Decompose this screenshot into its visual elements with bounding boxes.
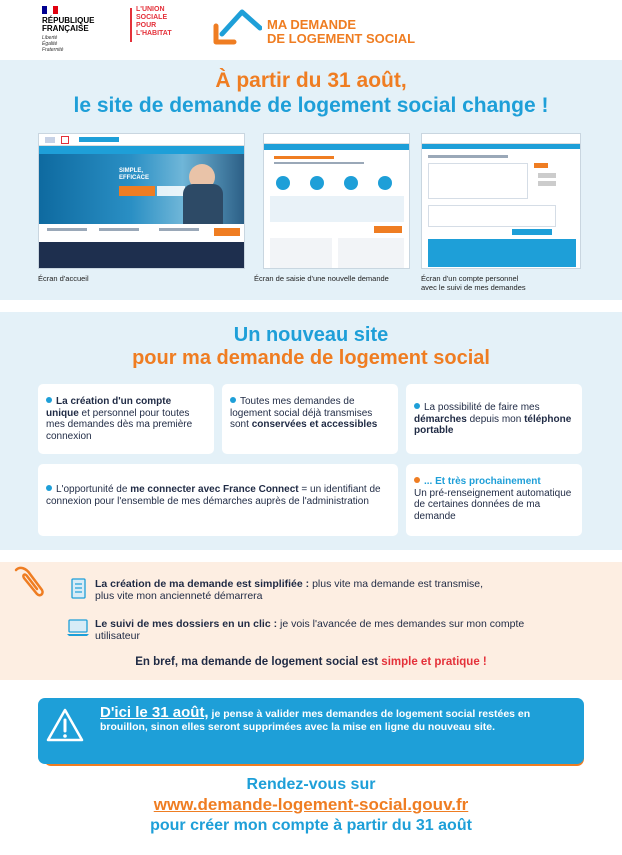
ush-bar — [130, 8, 132, 42]
flag-icon — [42, 6, 58, 14]
site-logo-title: MA DEMANDE DE LOGEMENT SOCIAL — [267, 17, 416, 46]
features-section — [0, 312, 622, 550]
benefits-section — [0, 562, 622, 680]
ush-logo — [128, 4, 176, 46]
feature-card-1: La création d'un compte unique et personnel pour toutes mes demandes dès ma première connexion — [38, 384, 214, 454]
bullet-icon — [46, 485, 52, 491]
rf-line1: RÉPUBLIQUE — [42, 16, 95, 25]
header — [0, 0, 622, 58]
footer — [0, 775, 622, 836]
bullet-icon — [46, 397, 52, 403]
bullet-icon — [414, 403, 420, 409]
screenshot-home — [38, 133, 245, 269]
screenshot-new-request — [263, 133, 410, 269]
summary-line: En bref, ma demande de logement social est simple et pratique ! — [135, 656, 487, 668]
laptop-icon — [66, 618, 90, 638]
caption-home: Écran d'accueil — [38, 274, 89, 283]
benefit-2: Le suivi de mes dossiers en un clic : je vois l'avancée de mes demandes sur mon compte utilisateur — [95, 618, 525, 642]
alert-text: D'ici le 31 août, je pense à valider mes demandes de logement social restées en brouillon, sinon elles seront supprimées avec la mise en ligne du nouveau site. — [100, 704, 531, 733]
paperclip-icon — [10, 564, 50, 598]
feature-card-3: La possibilité de faire mes démarches depuis mon téléphone portable — [406, 384, 582, 454]
bullet-icon — [230, 397, 236, 403]
feature-card-5: ... Et très prochainement Un pré-renseignement automatique de certaines données de ma demande — [406, 464, 582, 536]
screenshot-account — [421, 133, 581, 269]
caption-new-request: Écran de saisie d'une nouvelle demande — [254, 274, 389, 283]
rf-line2: FRANÇAISE — [42, 24, 89, 33]
alert-box — [38, 698, 584, 764]
republique-francaise-logo — [42, 6, 102, 53]
feature-card-2: Toutes mes demandes de logement social déjà transmises sont conservées et accessibles — [222, 384, 398, 454]
house-logo-icon — [212, 4, 262, 46]
features-title: Un nouveau site pour ma demande de logement social — [132, 324, 490, 369]
rf-motto: Liberté Égalité Fraternité — [42, 35, 64, 53]
warning-icon — [46, 708, 84, 742]
document-icon — [70, 578, 88, 600]
caption-account: Écran d'un compte personnel avec le suivi de mes demandes — [421, 274, 526, 292]
ush-logo-text: L'UNION SOCIALE POUR L'HABITAT — [136, 6, 172, 37]
feature-card-4: L'opportunité de me connecter avec France Connect = un identifiant de connexion pour l'ensemble de mes démarches auprès de l'administration — [38, 464, 398, 536]
benefit-1: La création de ma demande est simplifiée : plus vite ma demande est transmise, plus vite mon ancienneté démarrera — [95, 578, 484, 602]
footer-line3: pour créer mon compte à partir du 31 août — [150, 817, 472, 834]
hero-text: SIMPLE, EFFICACE — [119, 168, 149, 181]
footer-line1: Rendez-vous sur — [246, 776, 376, 793]
intro-title: À partir du 31 août, le site de demande de logement social change ! — [73, 69, 549, 117]
site-url-link[interactable]: www.demande-logement-social.gouv.fr — [153, 795, 469, 814]
bullet-icon — [414, 477, 420, 483]
intro-section — [0, 60, 622, 300]
